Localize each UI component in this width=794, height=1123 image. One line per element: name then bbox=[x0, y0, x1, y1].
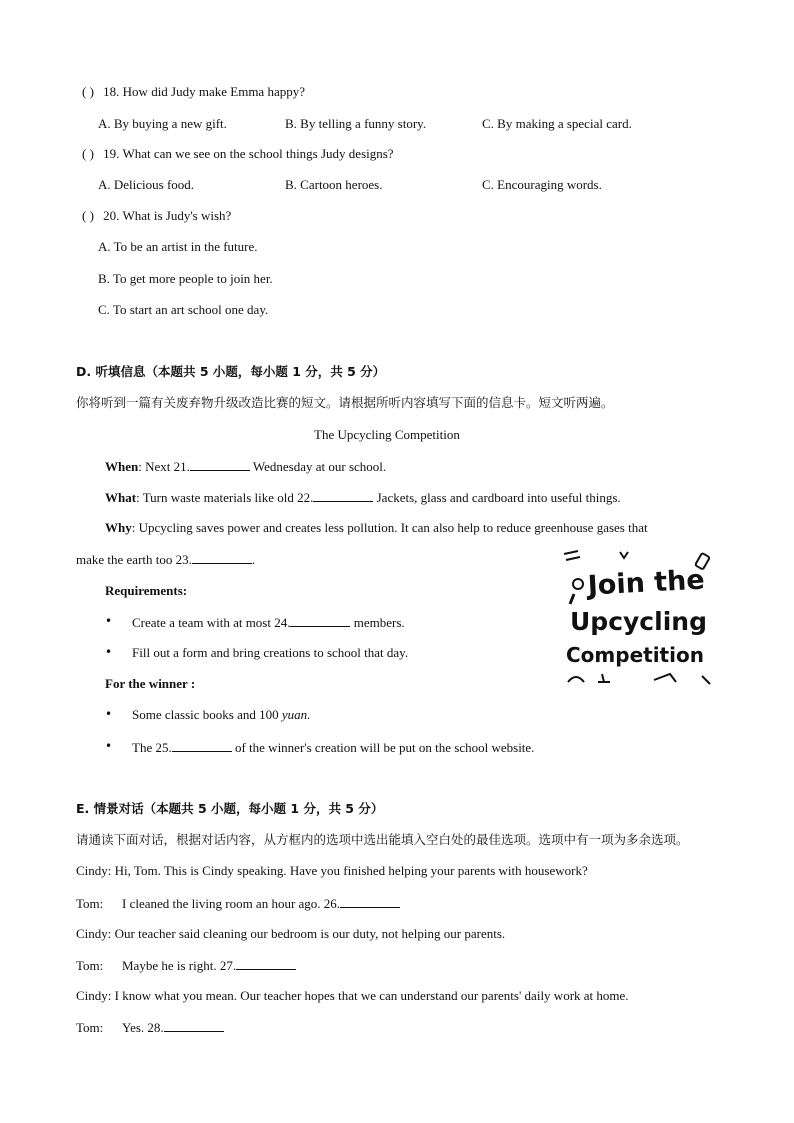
blank-28[interactable] bbox=[164, 1019, 224, 1032]
speaker: Tom: bbox=[76, 1020, 104, 1035]
section-d-heading: D. 听填信息（本题共 5 小题，每小题 1 分，共 5 分） bbox=[76, 364, 386, 379]
answer-paren: ( ) bbox=[82, 208, 94, 223]
question-stem: What is Judy's wish? bbox=[122, 208, 232, 223]
why-text-2: make the earth too 23. bbox=[76, 552, 192, 567]
answer-paren: ( ) bbox=[82, 84, 94, 99]
doodle-v bbox=[620, 552, 628, 558]
utterance: Our teacher said cleaning our bedroom is our duty, not helping our parents. bbox=[114, 926, 506, 941]
dialogue-line bbox=[76, 1019, 224, 1036]
blank-26[interactable] bbox=[340, 895, 400, 908]
utterance: Hi, Tom. This is Cindy speaking. Have you finished helping your parents with housework? bbox=[114, 863, 588, 878]
option-b: B. By telling a funny story. bbox=[285, 116, 427, 131]
speaker: Cindy: bbox=[76, 988, 112, 1003]
answer-paren: ( ) bbox=[82, 146, 94, 161]
question-number: 19. bbox=[103, 146, 120, 161]
dialogue-line bbox=[76, 926, 505, 942]
winner-label: For the winner : bbox=[105, 676, 196, 691]
option-b: B. To get more people to join her. bbox=[98, 271, 273, 286]
blank-22[interactable] bbox=[313, 489, 373, 502]
prize-1 bbox=[132, 707, 310, 723]
option-a: A. By buying a new gift. bbox=[98, 116, 227, 131]
bullet: • bbox=[105, 614, 113, 628]
section-e-instruction: 请通读下面对话，根据对话内容，从方框内的选项中选出能填入空白处的最佳选项。选项中有一项为多余选项。 bbox=[76, 832, 689, 847]
option-c: C. Encouraging words. bbox=[482, 177, 602, 192]
utterance: I know what you mean. Our teacher hopes that we can understand our parents' daily work at home. bbox=[114, 988, 629, 1003]
doodle-bottom-mid bbox=[598, 674, 610, 682]
question-number: 18. bbox=[103, 84, 120, 99]
question-18 bbox=[82, 84, 305, 100]
section-d-instruction: 你将听到一篇有关废弃物升级改造比赛的短文。请根据所听内容填写下面的信息卡。短文听两遍。 bbox=[76, 395, 614, 410]
dialogue-line bbox=[76, 863, 588, 879]
dialogue-line bbox=[76, 957, 296, 974]
what-line bbox=[105, 489, 621, 506]
when-text-end: Wednesday at our school. bbox=[249, 459, 387, 474]
poster-line-1: Join the bbox=[587, 564, 706, 602]
blank-24[interactable] bbox=[290, 614, 350, 627]
question-stem: How did Judy make Emma happy? bbox=[122, 84, 305, 99]
question-20 bbox=[82, 208, 231, 224]
doodle-lines bbox=[564, 551, 580, 560]
prize-2 bbox=[132, 739, 534, 756]
why-label: Why bbox=[105, 520, 132, 535]
when-text: : Next 21. bbox=[138, 459, 190, 474]
utterance: Yes. 28. bbox=[122, 1020, 164, 1035]
option-a: A. To be an artist in the future. bbox=[98, 239, 258, 254]
poster-line-3: Competition bbox=[566, 643, 704, 667]
doodle-circle bbox=[573, 579, 583, 589]
blank-27[interactable] bbox=[236, 957, 296, 970]
speaker: Tom: bbox=[76, 958, 104, 973]
utterance: Maybe he is right. 27. bbox=[122, 958, 237, 973]
bullet: • bbox=[105, 739, 113, 753]
requirements-label: Requirements: bbox=[105, 583, 188, 598]
bullet: • bbox=[105, 645, 113, 659]
why-text-2-end: . bbox=[251, 552, 256, 567]
speaker: Cindy: bbox=[76, 863, 112, 878]
doodle-corner bbox=[702, 676, 710, 684]
requirement-1-text: Create a team with at most 24. bbox=[132, 615, 291, 630]
upcycling-poster-image bbox=[558, 548, 714, 688]
requirement-2: Fill out a form and bring creations to school that day. bbox=[132, 645, 409, 660]
prize-2-end: of the winner's creation will be put on the school website. bbox=[231, 740, 535, 755]
what-text: : Turn waste materials like old 22. bbox=[136, 490, 314, 505]
why-text: : Upcycling saves power and creates less pollution. It can also help to reduce greenhouse gases that bbox=[131, 520, 648, 535]
doodle-bottom-left bbox=[568, 677, 584, 682]
poster-line-2: Upcycling bbox=[570, 607, 707, 636]
option-c: C. By making a special card. bbox=[482, 116, 632, 131]
section-e-heading: E. 情景对话（本题共 5 小题，每小题 1 分，共 5 分） bbox=[76, 801, 384, 816]
option-c: C. To start an art school one day. bbox=[98, 302, 269, 317]
bullet: • bbox=[105, 707, 113, 721]
why-line bbox=[105, 520, 648, 536]
question-number: 20. bbox=[103, 208, 120, 223]
question-19 bbox=[82, 146, 394, 162]
doodle-bottom-right bbox=[654, 674, 676, 682]
prize-1-text: Some classic books and 100 bbox=[132, 707, 282, 722]
why-line-2 bbox=[76, 551, 255, 568]
what-label: What bbox=[105, 490, 137, 505]
when-label: When bbox=[105, 459, 139, 474]
doodle-tick bbox=[570, 594, 574, 604]
blank-21[interactable] bbox=[190, 458, 250, 471]
speaker: Cindy: bbox=[76, 926, 112, 941]
requirement-1-end: members. bbox=[350, 615, 405, 630]
prize-2-text: The 25. bbox=[132, 740, 172, 755]
blank-23[interactable] bbox=[192, 551, 252, 564]
option-b: B. Cartoon heroes. bbox=[285, 177, 383, 192]
utterance: I cleaned the living room an hour ago. 26. bbox=[122, 896, 341, 911]
blank-25[interactable] bbox=[172, 739, 232, 752]
info-card-title: The Upcycling Competition bbox=[314, 427, 460, 442]
poster-art bbox=[558, 548, 714, 688]
prize-1-currency: yuan. bbox=[281, 707, 311, 722]
speaker: Tom: bbox=[76, 896, 104, 911]
question-stem: What can we see on the school things Judy designs? bbox=[122, 146, 394, 161]
requirement-1 bbox=[132, 614, 405, 631]
when-line bbox=[105, 458, 386, 475]
dialogue-line bbox=[76, 988, 629, 1004]
what-text-end: Jackets, glass and cardboard into useful things. bbox=[373, 490, 621, 505]
dialogue-line bbox=[76, 895, 400, 912]
option-a: A. Delicious food. bbox=[98, 177, 195, 192]
